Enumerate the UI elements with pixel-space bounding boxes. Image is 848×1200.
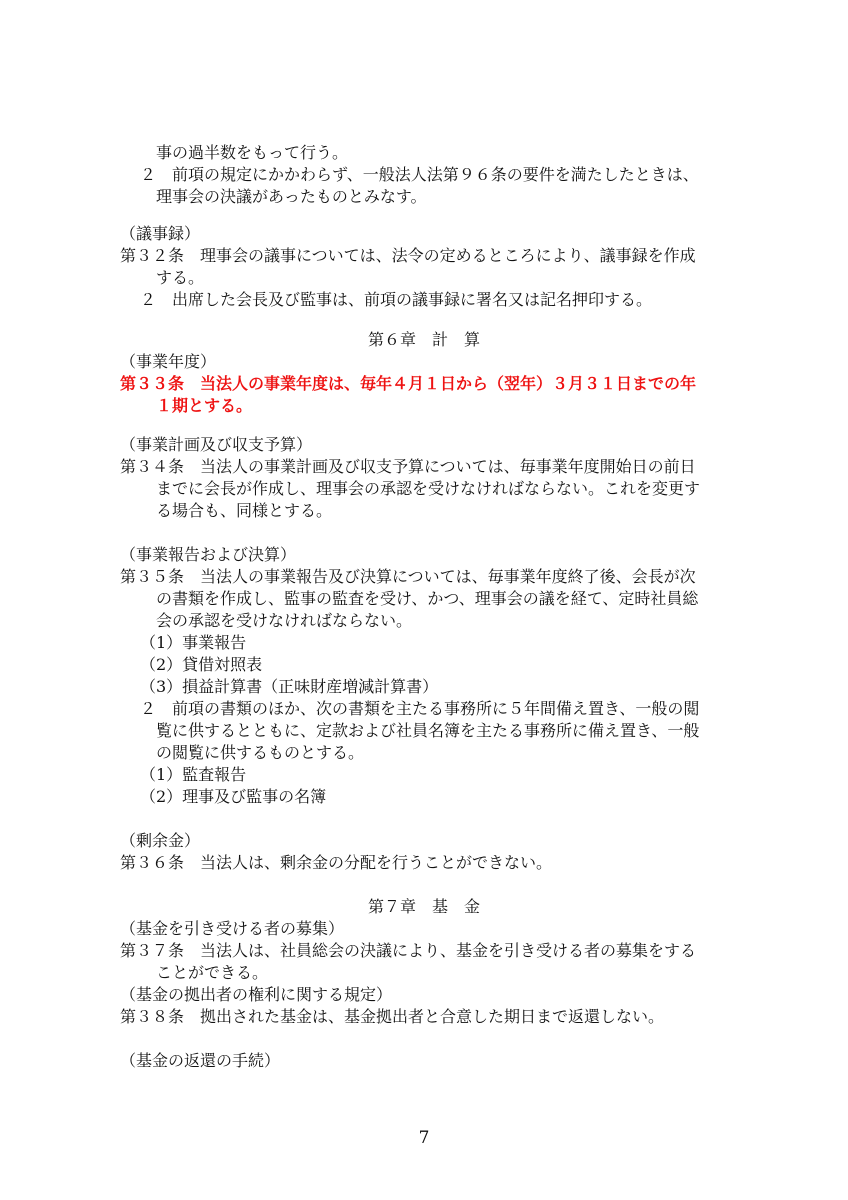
article39-heading: （基金の返還の手続）	[120, 1051, 281, 1070]
article31-item2-line1: ２ 前項の規定にかかわらず、一般法人法第９６条の要件を満たしたときは、	[140, 165, 699, 184]
page-number: 7	[418, 1128, 430, 1148]
article37-line1: 第３７条 当法人は、社員総会の決議により、基金を引き受ける者の募集をする	[120, 941, 697, 960]
article35-list1-item1: （1）事業報告	[140, 633, 247, 652]
article35-item2-line2: 覧に供するとともに、定款および社員名簿を主たる事務所に備え置き、一般	[156, 721, 700, 740]
article32-line1: 第３２条 理事会の議事については、法令の定めるところにより、議事録を作成	[120, 246, 696, 265]
article33-line2: １期とする。	[156, 396, 253, 415]
article35-list2-item2: （2）理事及び監事の名簿	[140, 787, 327, 806]
article35-line1: 第３５条 当法人の事業報告及び決算については、毎事業年度終了後、会長が次	[120, 567, 696, 586]
article38-heading: （基金の拠出者の権利に関する規定）	[120, 985, 393, 1004]
article34-line1: 第３４条 当法人の事業計画及び収支予算については、毎事業年度開始日の前日	[120, 457, 696, 476]
article33-heading: （事業年度）	[120, 352, 217, 371]
chapter7-title: 第７章 基 金	[367, 897, 480, 916]
article31-item2-line2: 理事会の決議があったものとみなす。	[156, 187, 427, 206]
article35-item2-line1: ２ 前項の書類のほか、次の書類を主たる事務所に５年間備え置き、一般の閲	[140, 699, 700, 718]
article32-line2: する。	[156, 268, 205, 287]
article37-heading: （基金を引き受ける者の募集）	[120, 919, 345, 938]
chapter6-title: 第６章 計 算	[367, 330, 480, 349]
article35-list2-item1: （1）監査報告	[140, 765, 247, 784]
article35-line2: の書類を作成し、監事の監査を受け、かつ、理事会の議を経て、定時社員総	[156, 589, 699, 608]
article36-line1: 第３６条 当法人は、剰余金の分配を行うことができない。	[120, 853, 553, 872]
article37-line2: ことができる。	[156, 963, 269, 982]
article34-line3: る場合も、同様とする。	[156, 501, 333, 520]
article32-heading: （議事録）	[120, 224, 201, 243]
article34-line2: までに会長が作成し、理事会の承認を受けなければならない。これを変更す	[156, 479, 701, 498]
article35-list1-item3: （3）損益計算書（正味財産増減計算書）	[140, 677, 439, 696]
article33-line1: 第３３条 当法人の事業年度は、毎年４月１日から（翌年）３月３１日までの年	[120, 374, 697, 393]
article35-item2-line3: の閲覧に供するものとする。	[156, 743, 365, 762]
article35-line3: 会の承認を受けなければならない。	[156, 611, 413, 630]
article35-heading: （事業報告および決算）	[120, 545, 297, 564]
article38-line1: 第３８条 拠出された基金は、基金拠出者と合意した期日まで返還しない。	[120, 1007, 665, 1026]
article34-heading: （事業計画及び収支予算）	[120, 435, 313, 454]
article32-item2: ２ 出席した会長及び監事は、前項の議事録に署名又は記名押印する。	[140, 290, 653, 309]
article36-heading: （剰余金）	[120, 831, 201, 850]
article31-line1: 事の過半数をもって行う。	[156, 143, 349, 162]
article35-list1-item2: （2）貸借対照表	[140, 655, 263, 674]
